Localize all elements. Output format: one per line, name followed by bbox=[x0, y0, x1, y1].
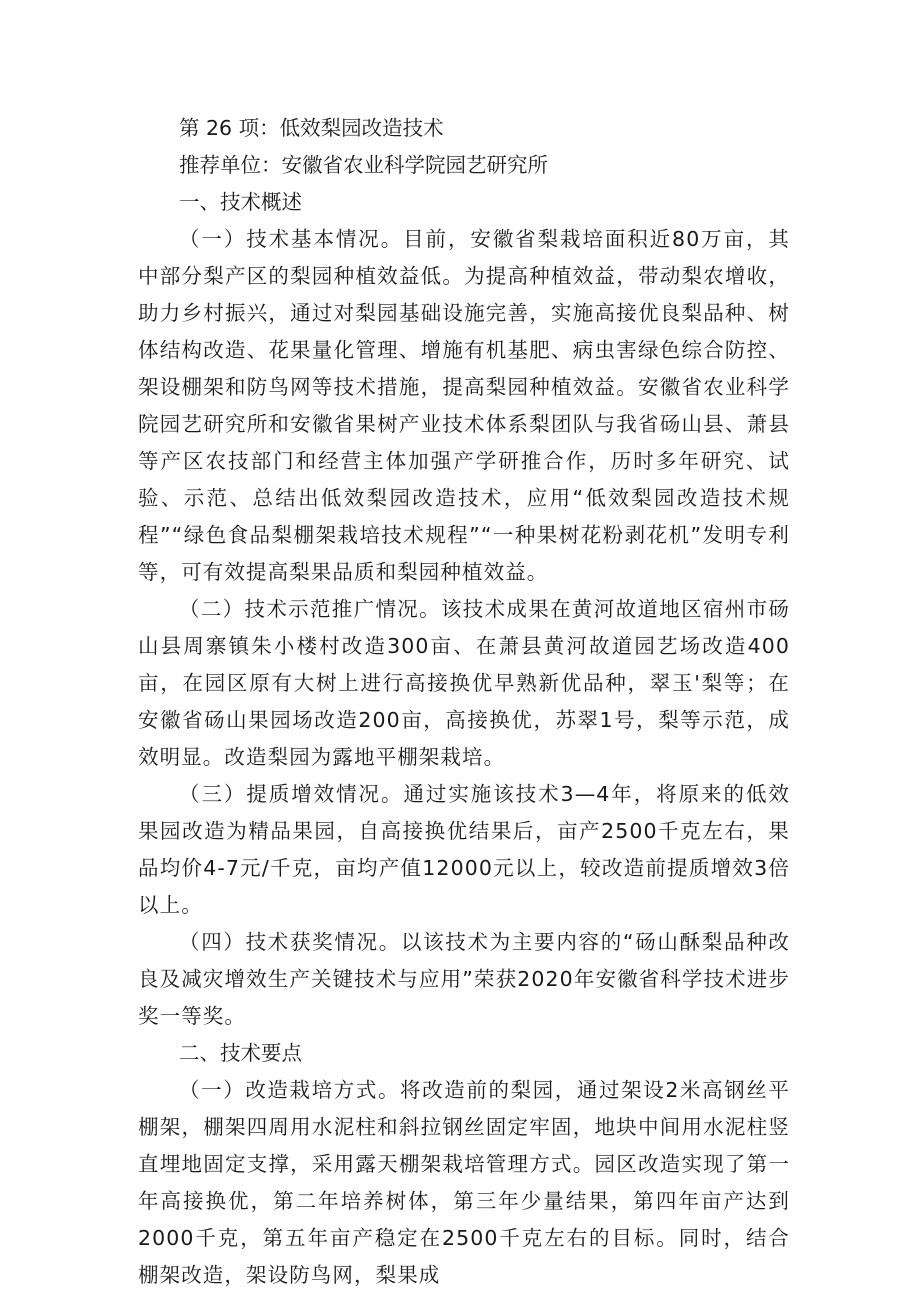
paragraph-demo-promotion: （二）技术示范推广情况。该技术成果在黄河故道地区宿州市砀山县周寨镇朱小楼村改造300亩、在萧县黄河故道园艺场改造400亩，在园区原有大树上进行高接换优早熟新优品种，翠玉'梨等；在安徽省砀山果园场改造200亩，高接换优，苏翠1号，梨等示范，成效明显。改造梨园为露地平棚架栽培。 bbox=[138, 597, 790, 769]
paragraph-cultivation-method: （一）改造栽培方式。将改造前的梨园，通过架设2米高钢丝平棚架，棚架四周用水泥柱和斜拉钢丝固定牢固，地块中间用水泥柱竖直埋地固定支撑，采用露天棚架栽培管理方式。园区改造实现了第一年高接换优，第二年培养树体，第三年少量结果，第四年亩产达到2000千克，第五年亩产稳定在2500千克左右的目标。同时，结合棚架改造，架设防鸟网，梨果成 bbox=[138, 1078, 790, 1287]
paragraph-awards: （四）技术获奖情况。以该技术为主要内容的“砀山酥梨品种改良及减灾增效生产关键技术与应用”荣获2020年安徽省科学技术进步奖一等奖。 bbox=[138, 930, 790, 1028]
paragraph-quality-efficiency: （三）提质增效情况。通过实施该技术3—4年，将原来的低效果园改造为精品果园，自高接换优结果后，亩产2500千克左右，果品均价4-7元/千克，亩均产值12000元以上，较改造前提质增效3倍以上。 bbox=[138, 782, 790, 917]
document-page bbox=[138, 110, 790, 1294]
recommender-line: 推荐单位：安徽省农业科学院园艺研究所 bbox=[179, 153, 548, 177]
paragraph-basic-situation: （一）技术基本情况。目前，安徽省梨栽培面积近80万亩，其中部分梨产区的梨园种植效益低。为提高种植效益，带动梨农增收，助力乡村振兴，通过对梨园基础设施完善，实施高接优良梨品种、树体结构改造、花果量化管理、增施有机基肥、病虫害绿色综合防控、架设棚架和防鸟网等技术措施，提高梨园种植效益。安徽省农业科学院园艺研究所和安徽省果树产业技术体系梨团队与我省砀山县、萧县等产区农技部门和经营主体加强产学研推合作，历时多年研究、试验、示范、总结出低效梨园改造技术，应用“低效梨园改造技术规程”“绿色食品梨棚架栽培技术规程”“一种果树花粉剥花机”发明专利等，可有效提高梨果品质和梨园种植效益。 bbox=[138, 227, 790, 584]
section-heading-overview: 一、技术概述 bbox=[179, 190, 302, 214]
section-heading-key-points: 二、技术要点 bbox=[179, 1041, 302, 1065]
item-title: 第 26 项：低效梨园改造技术 bbox=[179, 116, 444, 140]
